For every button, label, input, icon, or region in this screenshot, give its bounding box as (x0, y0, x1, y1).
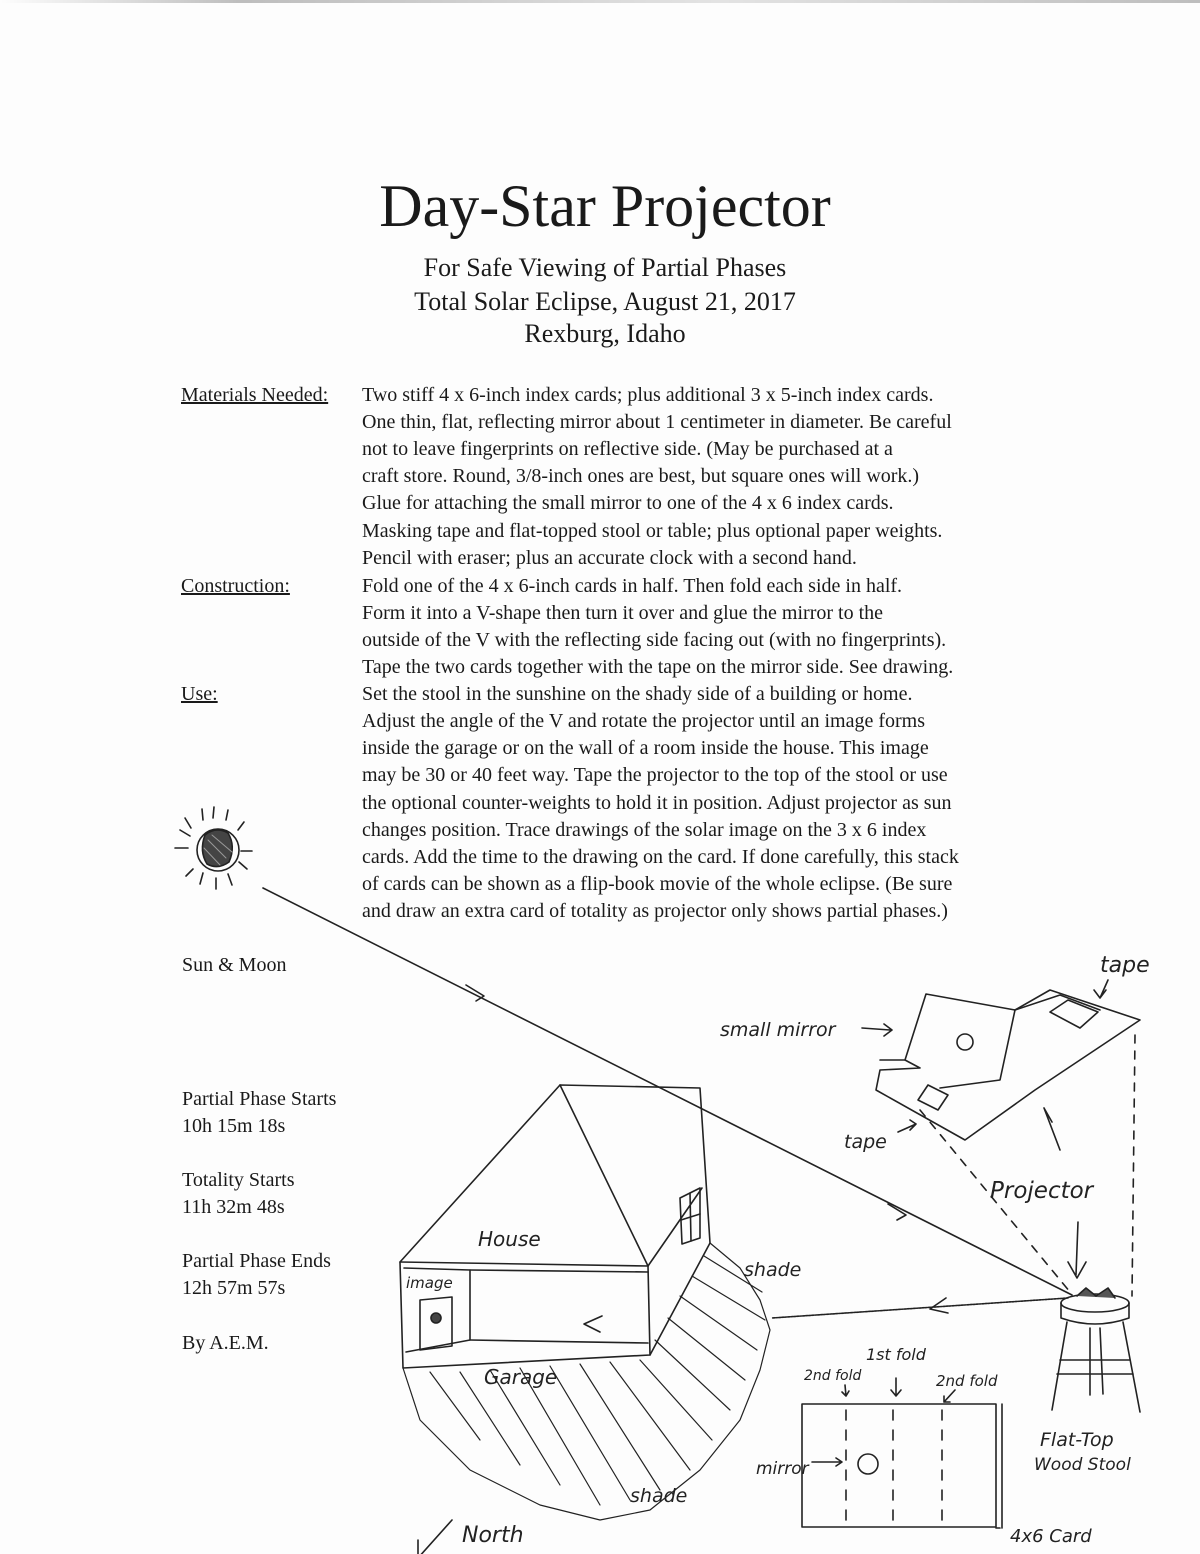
second-fold-left-label: 2nd fold (804, 1368, 862, 1384)
materials-line-6: Masking tape and flat-topped stool or table; plus optional paper weights. (362, 520, 943, 542)
materials-line-1: Two stiff 4 x 6-inch index cards; plus additional 3 x 5-inch index cards. (362, 384, 934, 406)
reflected-ray-line (584, 1298, 1068, 1332)
shade-bottom-label: shade (630, 1485, 688, 1507)
use-line-5: the optional counter-weights to hold it in position. Adjust projector as sun (362, 792, 952, 814)
stool-drawing (1052, 1288, 1140, 1412)
use-line-9: and draw an extra card of totality as projector only shows partial phases.) (362, 900, 948, 922)
use-line-3: inside the garage or on the wall of a room inside the house. This image (362, 737, 929, 759)
stool-label-line-2: Wood Stool (1034, 1455, 1131, 1475)
stool-label-line-1: Flat-Top (1040, 1429, 1114, 1451)
use-line-8: of cards can be shown as a flip-book movie of the whole eclipse. (Be sure (362, 873, 953, 895)
materials-line-7: Pencil with eraser; plus an accurate clock with a second hand. (362, 547, 857, 569)
totality-label: Totality Starts (182, 1169, 295, 1191)
mirror-label: mirror (756, 1459, 809, 1479)
totality-time: 11h 32m 48s (182, 1196, 285, 1218)
image-label: image (406, 1274, 453, 1292)
materials-label: Materials Needed: (181, 384, 329, 406)
materials-line-4: craft store. Round, 3/8-inch ones are best, but square ones will work.) (362, 465, 920, 487)
construction-line-3: outside of the V with the reflecting side facing out (with no fingerprints). (362, 629, 947, 651)
north-label: North (462, 1523, 524, 1548)
construction-line-4: Tape the two cards together with the tape on the mirror side. See drawing. (362, 656, 954, 678)
construction-line-1: Fold one of the 4 x 6-inch cards in half. Then fold each side in half. (362, 575, 903, 597)
house-label: House (478, 1227, 541, 1251)
materials-line-2: One thin, flat, reflecting mirror about 1 centimeter in diameter. Be careful (362, 411, 952, 433)
small-mirror-label: small mirror (720, 1019, 836, 1041)
tape-bottom-label: tape (844, 1131, 887, 1153)
tape-top-label: tape (1100, 953, 1150, 978)
materials-line-3: not to leave fingerprints on reflective side. (May be purchased at a (362, 438, 893, 460)
shade-hatching (403, 1243, 770, 1520)
north-arrow-icon (418, 1520, 452, 1554)
subtitle-line-1: For Safe Viewing of Partial Phases (423, 253, 787, 282)
first-fold-label: 1st fold (866, 1345, 926, 1364)
dashed-guides (920, 1035, 1135, 1296)
garage-label: Garage (484, 1365, 558, 1389)
use-label: Use: (181, 683, 218, 705)
subtitle-line-2: Total Solar Eclipse, August 21, 2017 (414, 287, 796, 316)
second-fold-right-label: 2nd fold (936, 1372, 998, 1390)
partial-end-time: 12h 57m 57s (182, 1277, 286, 1299)
use-line-6: changes position. Trace drawings of the solar image on the 3 x 6 index (362, 819, 927, 841)
shade-right-label: shade (744, 1259, 802, 1281)
use-line-7: cards. Add the time to the drawing on the card. If done carefully, this stack (362, 846, 959, 868)
construction-line-2: Form it into a V-shape then turn it over and glue the mirror to the (362, 602, 884, 624)
use-line-4: may be 30 or 40 feet way. Tape the projector to the top of the stool or use (362, 764, 948, 786)
construction-label: Construction: (181, 575, 290, 597)
materials-line-5: Glue for attaching the small mirror to one of the 4 x 6 index cards. (362, 492, 894, 514)
partial-start-label: Partial Phase Starts (182, 1088, 337, 1110)
partial-start-time: 10h 15m 18s (182, 1115, 286, 1137)
subtitle-line-3: Rexburg, Idaho (524, 319, 686, 348)
sun-moon-label: Sun & Moon (182, 954, 287, 976)
projector-perspective (862, 980, 1140, 1278)
sun-moon-icon (175, 807, 252, 889)
use-line-1: Set the stool in the sunshine on the shady side of a building or home. (362, 683, 913, 705)
projector-label: Projector (990, 1178, 1094, 1204)
use-line-2: Adjust the angle of the V and rotate the projector until an image forms (362, 710, 925, 732)
card-diagram (802, 1378, 1002, 1528)
partial-end-label: Partial Phase Ends (182, 1250, 331, 1272)
card-label: 4x6 Card (1010, 1526, 1092, 1547)
sun-ray-line (263, 888, 1072, 1295)
page-title: Day-Star Projector (379, 173, 831, 239)
house-drawing (400, 1085, 710, 1368)
author-credit: By A.E.M. (182, 1332, 269, 1354)
